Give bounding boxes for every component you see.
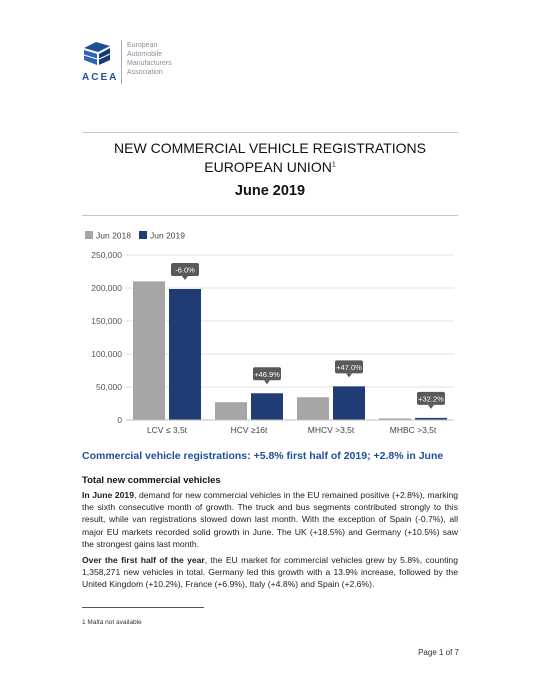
footnote-divider xyxy=(82,607,204,608)
y-tick-label: 250,000 xyxy=(91,250,122,260)
acea-wordmark: ACEA xyxy=(82,72,119,83)
legend-label: Jun 2018 xyxy=(96,230,131,241)
logo-line: Association xyxy=(127,69,163,76)
paragraph-body: , demand for new commercial vehicles in the EU remained positive (+2.8%), marking the sixth consecutive month of growth. The truck and bus segments contributed strongly to this result, while van registrations slowed down last month. With the exception of Spain (-0.7%), all major EU markets recorded solid growth in June. The UK (+18.5%) and Germany (+10.5%) saw the strongest gains last month. xyxy=(82,490,459,549)
section-title: Total new commercial vehicles xyxy=(82,475,221,486)
logo-divider xyxy=(121,40,122,84)
title-line-2 xyxy=(82,159,458,175)
registrations-bar-chart xyxy=(82,226,462,441)
logo-line: Automobile xyxy=(127,51,163,58)
section-subheading: Commercial vehicle registrations: +5.8% first half of 2019; +2.8% in June xyxy=(82,450,444,462)
change-label: +32.2% xyxy=(418,394,444,404)
footnote: 1 Malta not available xyxy=(82,619,142,626)
paragraph-body: , the EU market for commercial vehicles grew by 5.8%, counting 1,358,271 new vehicles in total. Germany led this growth with a 13.9% increase, followed by the United Kingdom (+10.2%), France (+6.9%), Italy (+4.8%) and Spain (+2.6%). xyxy=(82,555,458,590)
y-tick-label: 200,000 xyxy=(91,283,122,293)
x-category-label: MHBC >3,5t xyxy=(389,425,437,435)
bar xyxy=(169,289,201,420)
bar xyxy=(297,397,329,420)
y-tick-label: 0 xyxy=(117,415,122,425)
x-category-label: MHCV >3,5t xyxy=(307,425,355,435)
change-label: +47.0% xyxy=(336,362,362,372)
change-label: +46.9% xyxy=(254,369,280,379)
acea-cube-icon xyxy=(82,40,112,66)
callout-pointer xyxy=(428,405,434,409)
acea-logo xyxy=(82,36,202,86)
title-line-1: NEW COMMERCIAL VEHICLE REGISTRATIONS xyxy=(114,140,426,156)
callout-pointer xyxy=(346,373,352,377)
bar xyxy=(333,386,365,420)
paragraph-lead: Over the first half of the year xyxy=(82,555,205,565)
paragraph-lead: In June 2019 xyxy=(82,490,134,500)
y-tick-label: 150,000 xyxy=(91,316,122,326)
title-period: June 2019 xyxy=(234,183,306,199)
legend-label: Jun 2019 xyxy=(150,230,185,241)
y-tick-label: 100,000 xyxy=(91,349,122,359)
acea-full-name xyxy=(127,41,172,77)
x-category-label: HCV ≥16t xyxy=(230,425,268,435)
legend-swatch xyxy=(85,231,93,239)
title-region: EUROPEAN UNION xyxy=(204,159,332,175)
change-label: -6.0% xyxy=(175,265,195,275)
logo-line: Manufacturers xyxy=(127,60,172,67)
document-title xyxy=(82,132,458,216)
bar xyxy=(133,281,165,420)
legend-swatch xyxy=(139,231,147,239)
callout-pointer xyxy=(182,276,188,280)
bar xyxy=(215,402,247,420)
page-number: Page 1 of 7 xyxy=(418,648,459,657)
logo-line: European xyxy=(127,42,158,49)
bar xyxy=(251,393,283,420)
paragraph-first-half xyxy=(82,554,458,591)
paragraph-june xyxy=(82,489,458,550)
callout-pointer xyxy=(264,380,270,384)
footnote-marker[interactable]: 1 xyxy=(331,161,336,169)
x-category-label: LCV ≤ 3,5t xyxy=(146,425,188,435)
y-tick-label: 50,000 xyxy=(96,382,122,392)
